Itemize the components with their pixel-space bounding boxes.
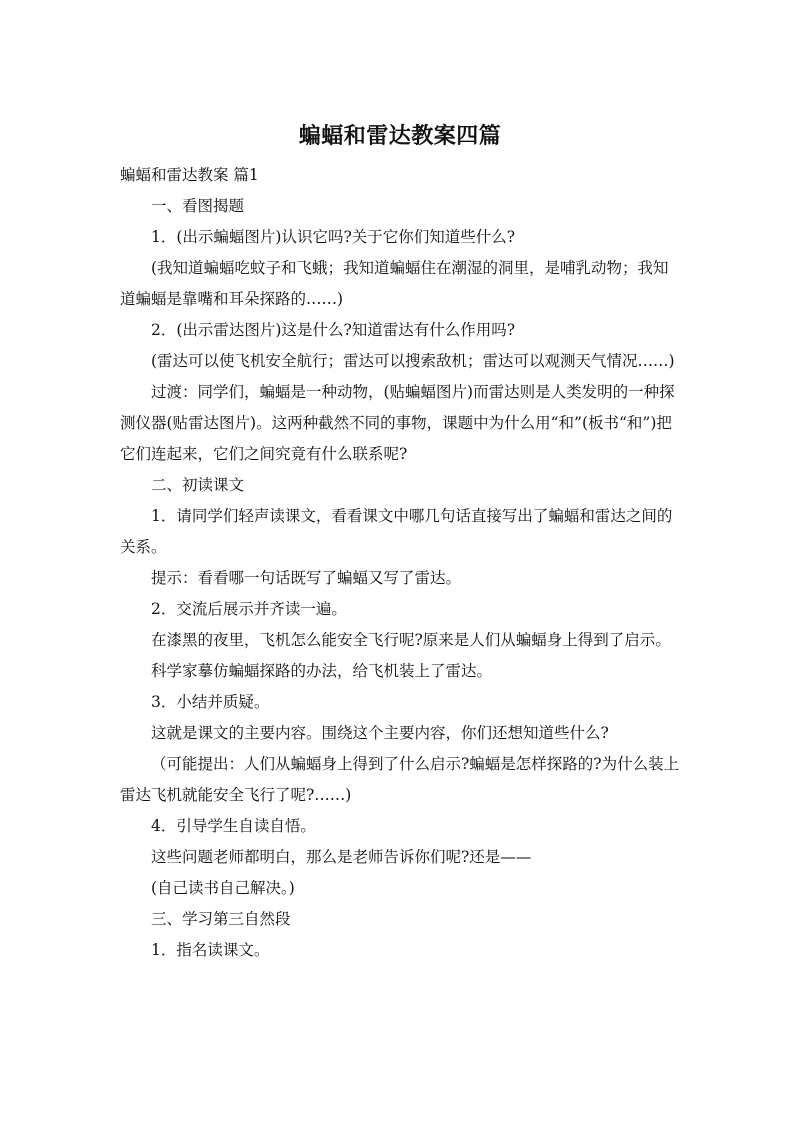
paragraph: 二、初读课文 [151,476,245,494]
paragraph: 1．请同学们轻声读课文，看看课文中哪几句话直接写出了蝙蝠和雷达之间的关系。 [120,507,673,556]
paragraph: （可能提出：人们从蝙蝠身上得到了什么启示?蝙蝠是怎样探路的?为什么装上雷达飞机就能安全飞行了呢?……) [120,755,680,804]
paragraph: 提示：看看哪一句话既写了蝙蝠又写了雷达。 [151,569,462,587]
paragraph: (雷达可以使飞机安全航行；雷达可以搜索敌机；雷达可以观测天气情况……) [151,352,675,370]
paragraph: (我知道蝙蝠吃蚊子和飞蛾；我知道蝙蝠住在潮湿的洞里，是哺乳动物；我知道蝙蝠是靠嘴和耳朵探路的……) [120,259,669,308]
paragraph: 3．小结并质疑。 [151,693,270,711]
paragraph: 一、看图揭题 [151,197,245,215]
paragraph: 1．指名读课文。 [151,941,270,959]
section-heading: 蝙蝠和雷达教案 篇1 [120,166,259,184]
paragraph: 三、学习第三自然段 [151,910,291,928]
paragraph: 在漆黑的夜里，飞机怎么能安全飞行呢?原来是人们从蝙蝠身上得到了启示。 [151,631,671,649]
paragraph: 这些问题老师都明白，那么是老师告诉你们呢?还是—— [151,848,532,866]
paragraph: 过渡：同学们，蝙蝠是一种动物，(贴蝙蝠图片)而雷达则是人类发明的一种探测仪器(贴雷达图片)。这两种截然不同的事物，课题中为什么用“和”(板书“和”)把它们连起来，它们之间究竟有什么联系呢? [120,383,675,463]
paragraph: 2．交流后展示并齐读一遍。 [151,600,347,618]
paragraph: (自己读书自己解决。) [151,879,295,897]
document-body [120,160,680,966]
paragraph: 科学家摹仿蝙蝠探路的办法，给飞机装上了雷达。 [151,662,493,680]
paragraph: 4．引导学生自读自悟。 [151,817,316,835]
paragraph: 1．(出示蝙蝠图片)认识它吗?关于它你们知道些什么? [151,228,516,246]
paragraph: 2．(出示雷达图片)这是什么?知道雷达有什么作用吗? [151,321,516,339]
document-title: 蝙蝠和雷达教案四篇 [298,124,502,149]
paragraph: 这就是课文的主要内容。围绕这个主要内容，你们还想知道些什么? [151,724,609,742]
